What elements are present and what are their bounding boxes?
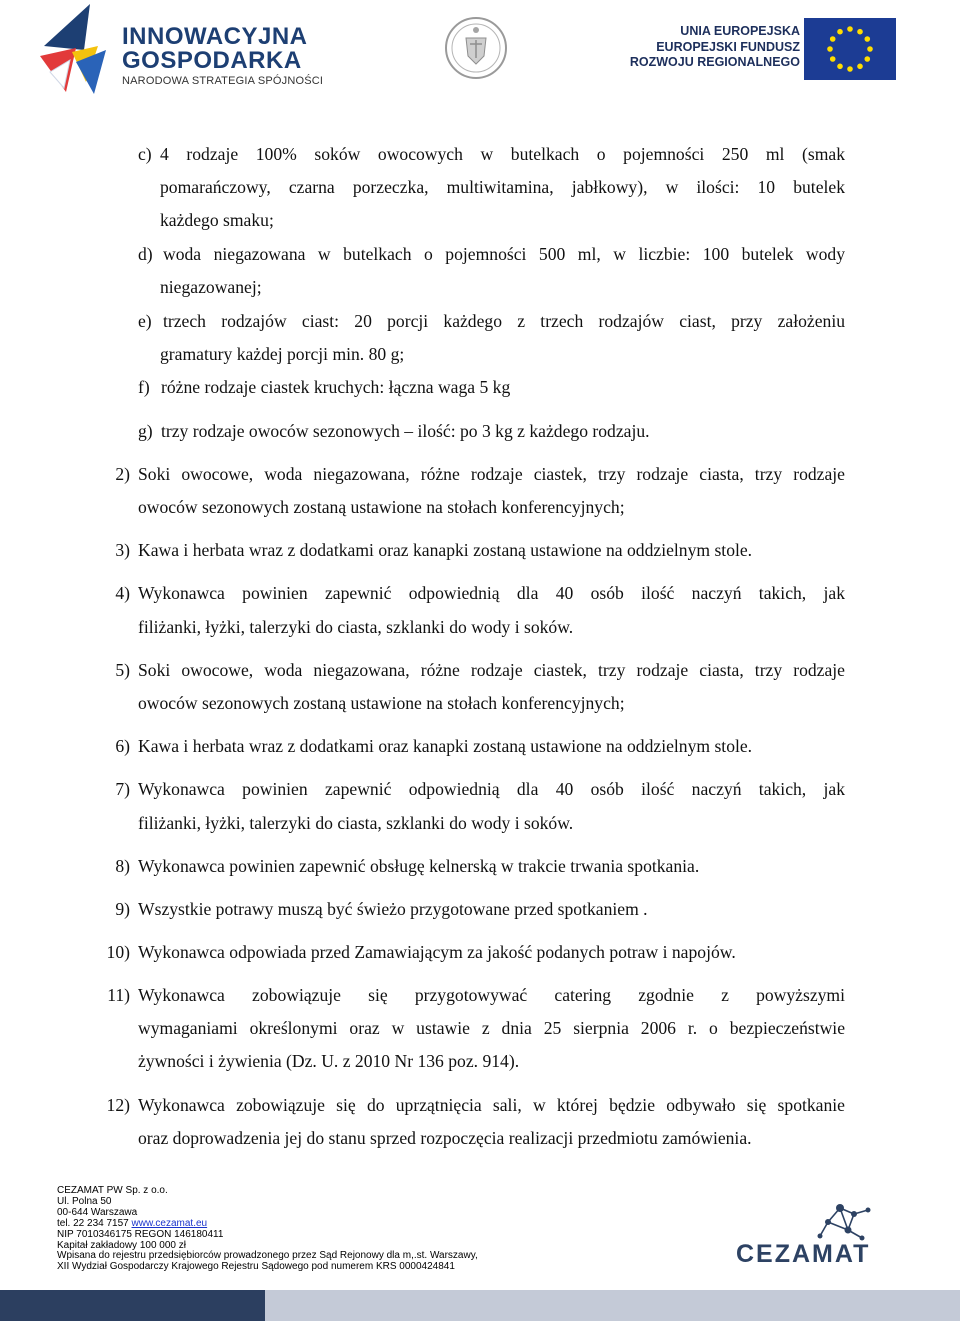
sub-item-e-line-2: gramatury każdej porcji min. 80 g; (160, 344, 405, 364)
sub-item-label-d: d) (138, 244, 153, 264)
footer-capital: Kapitał zakładowy 100 000 zł (57, 1239, 186, 1251)
network-molecule-icon (728, 1196, 878, 1244)
item-2-line-2: owoców sezonowych zostaną ustawione na stołach konferencyjnych; (138, 497, 625, 517)
item-number-8: 8) (115, 856, 130, 876)
item-8-line-1: Wykonawca powinien zapewnić obsługę kelnerską w trakcie trwania spotkania. (138, 856, 700, 876)
footer-company: CEZAMAT PW Sp. z o.o. (57, 1185, 168, 1196)
eu-line-1: UNIA EUROPEJSKA (680, 24, 800, 38)
item-number-7: 7) (115, 779, 130, 799)
sub-item-label-g: g) (138, 421, 153, 441)
item-4-line-1: Wykonawca powinien zapewnić odpowiednią dla 40 osób ilość naczyń takich, jak (138, 583, 845, 603)
footer-registry-2: XII Wydział Gospodarczy Krajowego Rejestru Sądowego pod numerem KRS 0000424841 (57, 1261, 455, 1273)
logo-line-1: INNOWACYJNA (122, 23, 308, 50)
sub-item-c-line-1: 4 rodzaje 100% soków owocowych w butelkach o pojemności 250 ml (smak (160, 144, 845, 164)
item-number-9: 9) (115, 899, 130, 919)
sub-item-e-line-1: trzech rodzajów ciast: 20 porcji każdego z trzech rodzajów ciast, przy założeniu (163, 311, 845, 331)
eu-logo (620, 18, 910, 88)
logo-line-2: GOSPODARKA (122, 47, 302, 74)
footer-bar-dark (0, 1290, 265, 1321)
item-9-line-1: Wszystkie potrawy muszą być świeżo przygotowane przed spotkaniem . (138, 899, 648, 919)
innowacyjna-gospodarka-logo (36, 2, 336, 98)
item-number-3: 3) (115, 540, 130, 560)
footer-contact (57, 1219, 478, 1230)
footer-bar-light (265, 1290, 960, 1321)
item-12-line-1: Wykonawca zobowiązuje się do uprzątnięcia sali, w której będzie odbywało się spotkanie (138, 1095, 845, 1115)
footer-address (57, 1186, 478, 1273)
item-number-2: 2) (115, 464, 130, 484)
eu-line-2: EUROPEJSKI FUNDUSZ (656, 39, 800, 54)
footer-city: 00-644 Warszawa (57, 1206, 138, 1218)
item-11-line-2: wymaganiami określonymi oraz w ustawie z dnia 25 sierpnia 2006 r. o bezpieczeństwie (138, 1018, 845, 1038)
footer-nip-regon: NIP 7010346175 REGON 146180411 (57, 1228, 224, 1240)
sub-item-g-line-1: trzy rodzaje owoców sezonowych – ilość: po 3 kg z każdego rodzaju. (161, 421, 650, 441)
innowacyjna-star-icon (36, 2, 126, 98)
item-number-5: 5) (115, 660, 130, 680)
cezamat-wordmark: CEZAMAT (736, 1240, 871, 1268)
item-7-line-1: Wykonawca powinien zapewnić odpowiednią dla 40 osób ilość naczyń takich, jak (138, 779, 845, 799)
item-7-line-2: filiżanki, łyżki, talerzyki do ciasta, szklanki do wody i soków. (138, 813, 574, 833)
sub-item-d-line-1: woda niegazowana w butelkach o pojemności 500 ml, w liczbie: 100 butelek wody (163, 244, 845, 264)
eu-flag-icon (804, 18, 896, 80)
sub-item-d-line-2: niegazowanej; (160, 277, 262, 297)
sub-item-c-line-3: każdego smaku; (160, 210, 274, 230)
sub-item-label-f: f) (138, 377, 150, 397)
item-3-line-1: Kawa i herbata wraz z dodatkami oraz kanapki zostaną ustawione na oddzielnym stole. (138, 540, 753, 560)
sub-item-f-line-1: różne rodzaje ciastek kruchych: łączna waga 5 kg (161, 377, 511, 397)
university-seal-icon (444, 12, 508, 84)
item-5-line-2: owoców sezonowych zostaną ustawione na stołach konferencyjnych; (138, 693, 625, 713)
item-number-12: 12) (106, 1095, 130, 1115)
item-number-11: 11) (107, 985, 130, 1005)
footer-street: Ul. Polna 50 (57, 1195, 112, 1207)
item-10-line-1: Wykonawca odpowiada przed Zamawiającym za jakość podanych potraw i napojów. (138, 942, 736, 962)
footer-website-link[interactable]: www.cezamat.eu (131, 1217, 208, 1229)
cezamat-logo (728, 1196, 878, 1276)
item-number-4: 4) (115, 583, 130, 603)
item-4-line-2: filiżanki, łyżki, talerzyki do ciasta, szklanki do wody i soków. (138, 617, 574, 637)
item-number-6: 6) (115, 736, 130, 756)
logo-line-3: NARODOWA STRATEGIA SPÓJNOŚCI (122, 75, 324, 87)
item-2-line-1: Soki owocowe, woda niegazowana, różne rodzaje ciastek, trzy rodzaje ciasta, trzy rodzaje (138, 464, 845, 484)
sub-item-label-e: e) (138, 311, 152, 331)
sub-item-c-line-2: pomarańczowy, czarna porzeczka, multiwitamina, jabłkowy), w ilości: 10 butelek (160, 177, 845, 197)
item-12-line-2: oraz doprowadzenia jej do stanu sprzed rozpoczęcia realizacji przedmiotu zamówienia. (138, 1128, 752, 1148)
item-6-line-1: Kawa i herbata wraz z dodatkami oraz kanapki zostaną ustawione na oddzielnym stole. (138, 736, 753, 756)
footer-registry-1: Wpisana do rejestru przedsiębiorców prowadzonego przez Sąd Rejonowy dla m,.st. Warszawy, (57, 1250, 478, 1262)
item-11-line-3: żywności i żywienia (Dz. U. z 2010 Nr 136 poz. 914). (138, 1051, 520, 1071)
eu-line-3: ROZWOJU REGIONALNEGO (629, 55, 800, 69)
sub-item-label-c: c) (138, 144, 152, 164)
footer-phone: tel. 22 234 7157 (57, 1217, 132, 1229)
item-11-line-1: Wykonawca zobowiązuje się przygotowywać catering zgodnie z powyższymi (138, 985, 845, 1005)
page-header (0, 0, 960, 110)
item-number-10: 10) (106, 942, 130, 962)
item-5-line-1: Soki owocowe, woda niegazowana, różne rodzaje ciastek, trzy rodzaje ciasta, trzy rodzaje (138, 660, 845, 680)
